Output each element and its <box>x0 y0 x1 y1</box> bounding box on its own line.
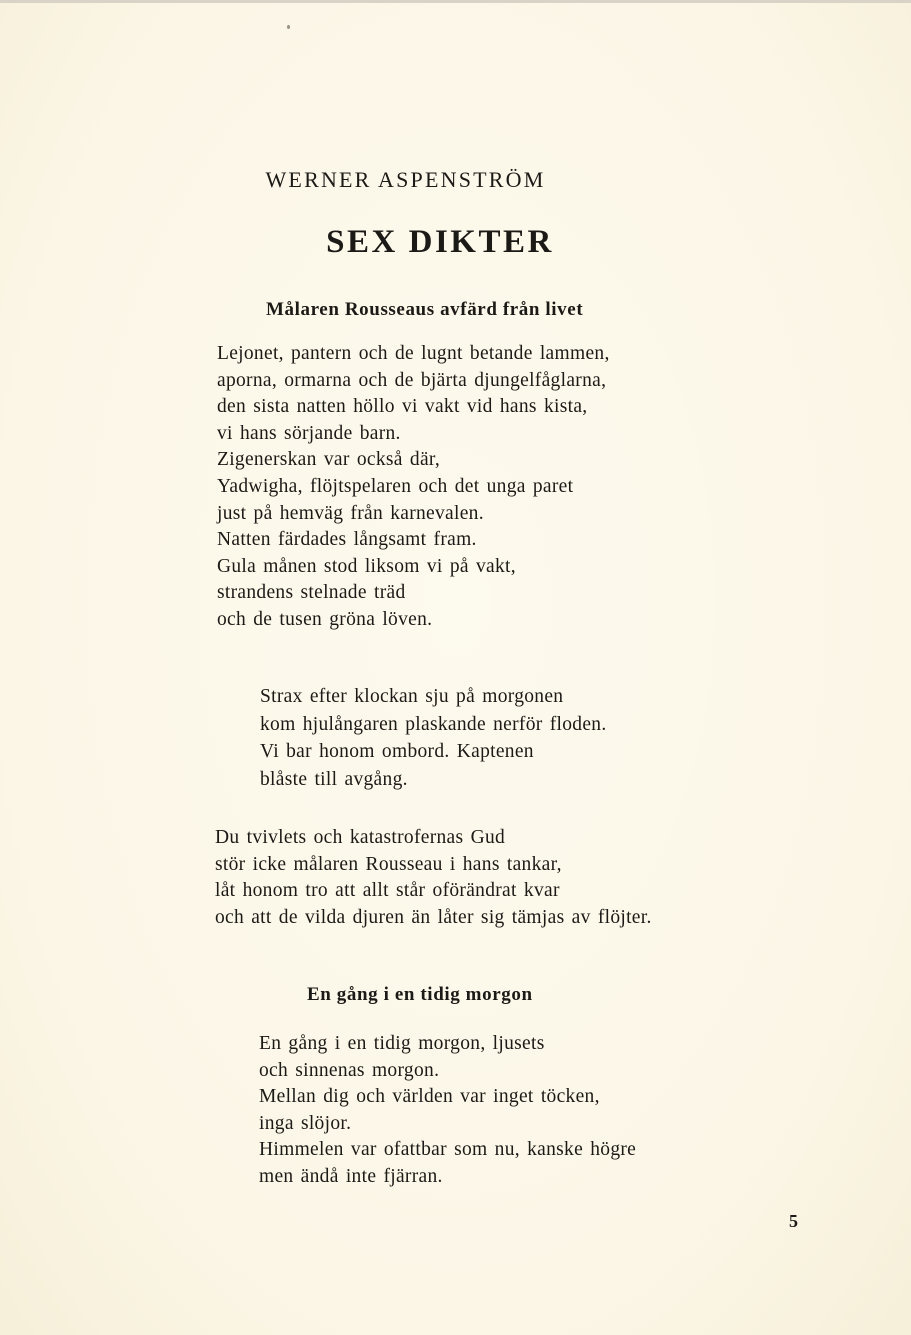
verse-line: strandens stelnade träd <box>217 582 406 604</box>
verse-line: inga slöjor. <box>259 1112 352 1134</box>
verse-line: men ändå inte fjärran. <box>259 1165 443 1187</box>
verse-line: Mellan dig och världen var inget töcken, <box>259 1086 600 1108</box>
verse-line: blåste till avgång. <box>260 768 408 790</box>
verse-line: och sinnenas morgon. <box>259 1059 440 1081</box>
poem-title: En gång i en tidig morgon <box>307 984 533 1005</box>
poem-stanza <box>260 683 607 793</box>
verse-line: låt honom tro att allt står oförändrat kvar <box>215 880 560 902</box>
author-name: WERNER ASPENSTRÖM <box>265 167 546 192</box>
verse-line: och de tusen gröna löven. <box>217 608 433 630</box>
page-number: 5 <box>789 1211 798 1231</box>
verse-line: Yadwigha, flöjtspelaren och det unga paret <box>217 475 574 497</box>
verse-line: Himmelen var ofattbar som nu, kanske högre <box>259 1139 637 1161</box>
verse-line: stör icke målaren Rousseau i hans tankar, <box>215 853 562 875</box>
verse-line: Natten färdades långsamt fram. <box>217 529 477 551</box>
verse-line: Zigenerskan var också där, <box>217 449 441 471</box>
verse-line: kom hjulångaren plaskande nerför floden. <box>260 713 607 735</box>
verse-line: En gång i en tidig morgon, ljusets <box>259 1033 545 1054</box>
page-top-edge <box>0 0 911 3</box>
poem-stanza <box>259 1031 636 1191</box>
verse-line: aporna, ormarna och de bjärta djungelfåglarna, <box>217 369 607 391</box>
verse-line: och att de vilda djuren än låter sig tämjas av flöjter. <box>215 906 652 928</box>
collection-title: SEX DIKTER <box>326 224 554 260</box>
verse-line: Gula månen stod liksom vi på vakt, <box>217 555 516 577</box>
verse-line: den sista natten höllo vi vakt vid hans kista, <box>217 396 588 418</box>
verse-line: vi hans sörjande barn. <box>217 422 401 444</box>
poem-stanza <box>217 341 610 634</box>
verse-line: Du tvivlets och katastrofernas Gud <box>215 827 506 848</box>
verse-line: Vi bar honom ombord. Kaptenen <box>260 741 534 762</box>
poem-stanza <box>215 825 652 931</box>
verse-line: just på hemväg från karnevalen. <box>217 502 484 524</box>
poem-title: Målaren Rousseaus avfärd från livet <box>266 299 584 320</box>
paper-speck <box>287 25 290 29</box>
verse-line: Strax efter klockan sju på morgonen <box>260 686 564 707</box>
verse-line: Lejonet, pantern och de lugnt betande lammen, <box>217 343 610 364</box>
